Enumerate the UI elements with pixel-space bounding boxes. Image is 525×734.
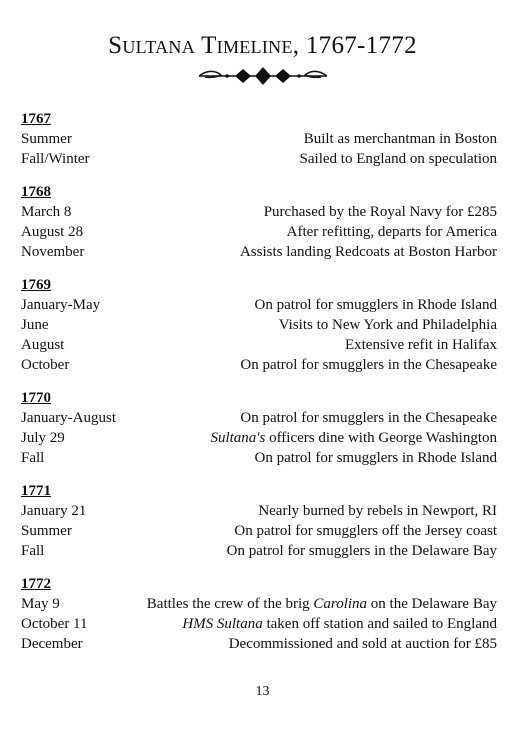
event-text: After refitting, departs for America bbox=[286, 224, 497, 240]
timeline-entry bbox=[21, 355, 497, 375]
timeline-entry bbox=[21, 594, 497, 614]
event-text: Battles the crew of the brig bbox=[146, 596, 314, 612]
timeline-entry bbox=[21, 408, 497, 428]
entry-event bbox=[49, 315, 498, 335]
entry-event bbox=[44, 448, 497, 468]
ornamental-flourish-icon bbox=[197, 64, 329, 86]
page-title: Sultana Timeline, 1767-1772 bbox=[108, 32, 417, 59]
timeline-entry bbox=[21, 295, 497, 315]
italic-text: Carolina bbox=[313, 596, 368, 612]
entry-date: Fall/Winter bbox=[21, 151, 90, 167]
year-block bbox=[21, 481, 497, 561]
year-heading: 1770 bbox=[21, 390, 51, 406]
entry-date: May 9 bbox=[21, 596, 60, 612]
timeline-entry bbox=[21, 428, 497, 448]
event-text: officers dine with George Washington bbox=[265, 430, 497, 446]
year-block bbox=[21, 109, 497, 169]
event-text: Sailed to England on speculation bbox=[299, 151, 497, 167]
entry-event bbox=[84, 242, 497, 262]
timeline-entry bbox=[21, 541, 497, 561]
event-text: Decommissioned and sold at auction for £85 bbox=[228, 636, 497, 652]
entry-event bbox=[65, 428, 497, 448]
entry-event bbox=[88, 614, 497, 634]
timeline-entry bbox=[21, 614, 497, 634]
year-block bbox=[21, 182, 497, 262]
entry-date: November bbox=[21, 244, 85, 260]
entry-date: January 21 bbox=[21, 503, 87, 519]
entry-event bbox=[90, 149, 497, 169]
year-heading: 1771 bbox=[21, 483, 51, 499]
year-block bbox=[21, 275, 497, 375]
timeline-entry bbox=[21, 129, 497, 149]
entry-event bbox=[44, 541, 497, 561]
entry-event bbox=[100, 295, 497, 315]
timeline-entry bbox=[21, 242, 497, 262]
event-text: On patrol for smugglers in the Chesapeake bbox=[240, 357, 497, 373]
entry-event bbox=[83, 634, 497, 654]
event-text: On patrol for smugglers off the Jersey coast bbox=[234, 523, 497, 539]
timeline-entry bbox=[21, 335, 497, 355]
timeline-entry bbox=[21, 315, 497, 335]
timeline-entry bbox=[21, 222, 497, 242]
entry-date: Summer bbox=[21, 131, 72, 147]
event-text: Built as merchantman in Boston bbox=[303, 131, 497, 147]
entry-event bbox=[64, 335, 497, 355]
timeline-entry bbox=[21, 202, 497, 222]
entry-event bbox=[72, 129, 497, 149]
entry-date: January-May bbox=[21, 297, 101, 313]
entry-date: October 11 bbox=[21, 616, 88, 632]
year-block bbox=[21, 574, 497, 654]
year-heading: 1769 bbox=[21, 277, 51, 293]
entry-date: August 28 bbox=[21, 224, 84, 240]
event-text: Extensive refit in Halifax bbox=[344, 337, 497, 353]
entry-event bbox=[60, 594, 497, 614]
entry-date: August bbox=[21, 337, 65, 353]
entry-date: January-August bbox=[21, 410, 116, 426]
entry-date: March 8 bbox=[21, 204, 72, 220]
timeline-entry bbox=[21, 149, 497, 169]
event-text: Nearly burned by rebels in Newport, RI bbox=[258, 503, 497, 519]
page-number: 13 bbox=[255, 684, 270, 699]
entry-date: December bbox=[21, 636, 83, 652]
entry-date: Fall bbox=[21, 543, 45, 559]
event-text: On patrol for smugglers in the Delaware Bay bbox=[226, 543, 497, 559]
italic-text: HMS Sultana bbox=[182, 616, 263, 632]
year-heading: 1768 bbox=[21, 184, 51, 200]
event-text: On patrol for smugglers in Rhode Island bbox=[254, 450, 497, 466]
event-text: On patrol for smugglers in the Chesapeake bbox=[240, 410, 497, 426]
entry-event bbox=[116, 408, 497, 428]
timeline-entry bbox=[21, 521, 497, 541]
entry-date: Fall bbox=[21, 450, 45, 466]
entry-date: Summer bbox=[21, 523, 72, 539]
italic-text: Sultana's bbox=[210, 430, 266, 446]
year-block bbox=[21, 388, 497, 468]
entry-event bbox=[83, 222, 497, 242]
entry-event bbox=[86, 501, 497, 521]
year-heading: 1767 bbox=[21, 111, 51, 127]
timeline-list bbox=[21, 109, 497, 667]
event-text: Visits to New York and Philadelphia bbox=[278, 317, 497, 333]
timeline-entry bbox=[21, 448, 497, 468]
event-text: Assists landing Redcoats at Boston Harbor bbox=[239, 244, 497, 260]
entry-date: June bbox=[21, 317, 49, 333]
timeline-entry bbox=[21, 501, 497, 521]
entry-event bbox=[69, 355, 497, 375]
event-text: On patrol for smugglers in Rhode Island bbox=[254, 297, 497, 313]
timeline-entry bbox=[21, 634, 497, 654]
entry-event bbox=[72, 521, 497, 541]
year-heading: 1772 bbox=[21, 576, 51, 592]
event-text: taken off station and sailed to England bbox=[262, 616, 497, 632]
entry-date: October bbox=[21, 357, 70, 373]
entry-date: July 29 bbox=[21, 430, 65, 446]
event-text: Purchased by the Royal Navy for £285 bbox=[263, 204, 497, 220]
event-text: on the Delaware Bay bbox=[367, 596, 497, 612]
entry-event bbox=[71, 202, 497, 222]
